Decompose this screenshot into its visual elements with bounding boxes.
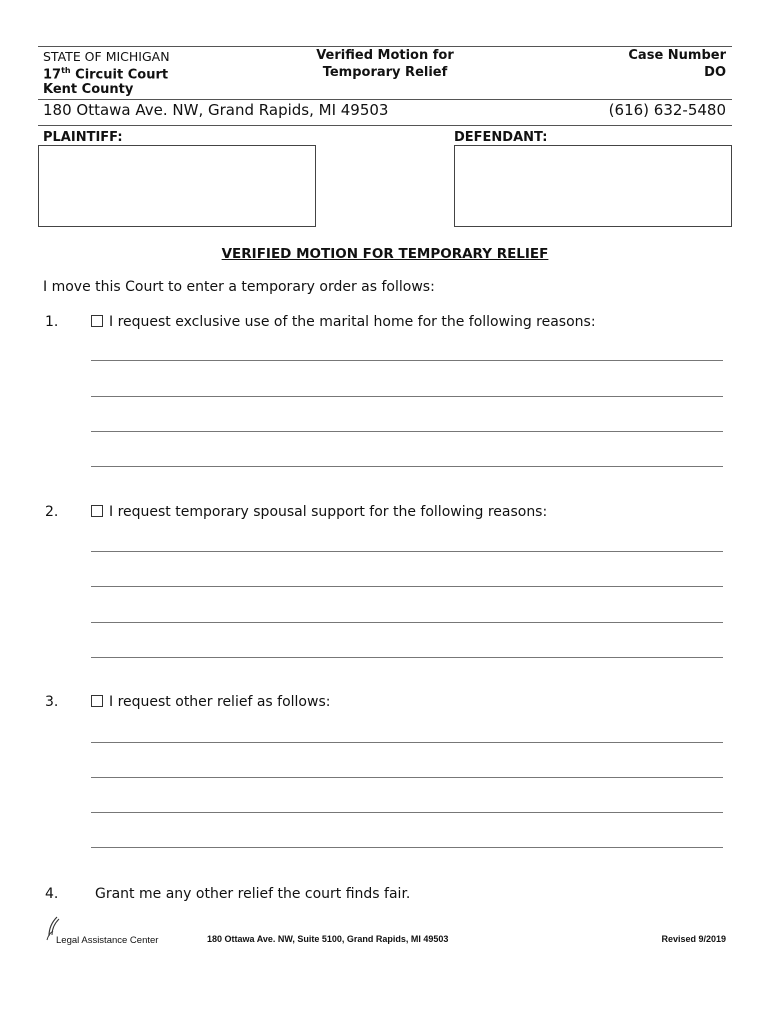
footer-address: 180 Ottawa Ave. NW, Suite 5100, Grand Rapids, MI 49503 <box>207 934 449 944</box>
item-2-line-4[interactable] <box>91 657 723 658</box>
footer-revised: Revised 9/2019 <box>661 934 726 944</box>
header-bottom-rule <box>38 125 732 126</box>
plaintiff-label: PLAINTIFF: <box>43 130 123 145</box>
court-name <box>43 66 168 82</box>
state-name: STATE OF MICHIGAN <box>43 49 170 64</box>
county-name: Kent County <box>43 82 134 97</box>
item-2-text: I request temporary spousal support for the following reasons: <box>109 504 548 520</box>
item-4-number: 4. <box>45 886 59 902</box>
item-1 <box>91 314 596 330</box>
motion-intro: I move this Court to enter a temporary order as follows: <box>43 279 435 295</box>
doc-title-line1: Verified Motion for <box>316 48 454 63</box>
item-3-line-2[interactable] <box>91 777 723 778</box>
header-address-rule <box>38 99 732 100</box>
item-1-text: I request exclusive use of the marital home for the following reasons: <box>109 314 596 330</box>
plaintiff-box[interactable] <box>38 145 316 227</box>
item-2-line-3[interactable] <box>91 622 723 623</box>
item-3-number: 3. <box>45 694 59 710</box>
item-3-line-3[interactable] <box>91 812 723 813</box>
defendant-label: DEFENDANT: <box>454 130 548 145</box>
item-3-text: I request other relief as follows: <box>109 694 331 710</box>
defendant-box[interactable] <box>454 145 732 227</box>
court-number: 17 <box>43 67 62 83</box>
court-phone: (616) 632-5480 <box>608 101 726 119</box>
doc-title-line2: Temporary Relief <box>322 65 448 80</box>
motion-title: VERIFIED MOTION FOR TEMPORARY RELIEF <box>221 246 549 262</box>
item-1-checkbox[interactable] <box>91 315 103 327</box>
item-2-checkbox[interactable] <box>91 505 103 517</box>
item-2-line-2[interactable] <box>91 586 723 587</box>
case-type-code: DO <box>704 65 726 80</box>
item-3-line-1[interactable] <box>91 742 723 743</box>
item-1-line-4[interactable] <box>91 466 723 467</box>
item-1-line-3[interactable] <box>91 431 723 432</box>
item-4-text: Grant me any other relief the court finds fair. <box>95 886 411 902</box>
item-3-line-4[interactable] <box>91 847 723 848</box>
footer-logo-text: Legal Assistance Center <box>56 935 159 946</box>
court-name-rest: Circuit Court <box>70 67 169 83</box>
item-2-line-1[interactable] <box>91 551 723 552</box>
item-3 <box>91 694 330 710</box>
item-1-line-2[interactable] <box>91 396 723 397</box>
item-1-number: 1. <box>45 314 59 330</box>
item-1-line-1[interactable] <box>91 360 723 361</box>
item-2 <box>91 504 547 520</box>
court-number-suffix: th <box>61 66 71 75</box>
item-2-number: 2. <box>45 504 59 520</box>
court-address: 180 Ottawa Ave. NW, Grand Rapids, MI 49503 <box>43 101 389 119</box>
header-top-rule <box>38 46 732 47</box>
case-number-label: Case Number <box>628 48 726 63</box>
item-3-checkbox[interactable] <box>91 695 103 707</box>
